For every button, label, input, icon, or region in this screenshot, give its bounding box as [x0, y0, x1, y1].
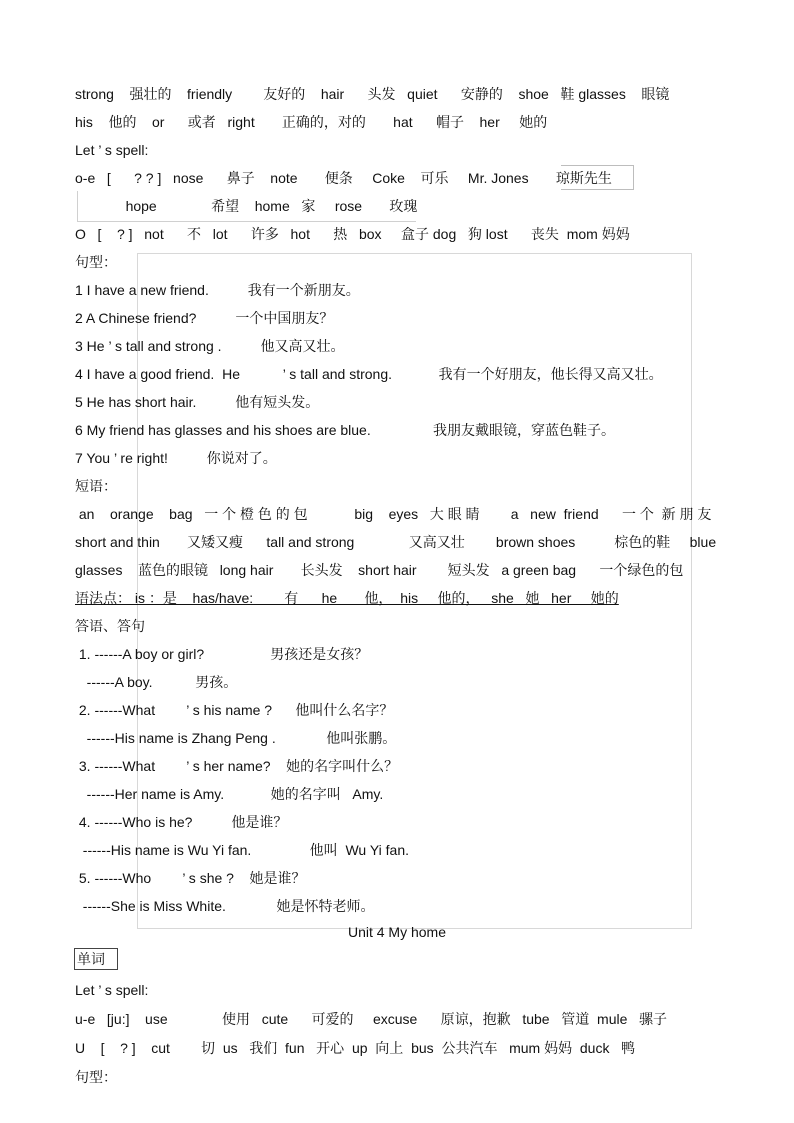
qa-2-question: 2. ------What ’ s his name ? 他叫什么名字？: [75, 702, 394, 718]
spell-oe-line-2: hope 希望 home 家 rose 玫瑰: [75, 198, 418, 214]
qa-4-question: 4. ------Who is he? 他是谁？: [75, 814, 288, 830]
qa-4-answer: ------His name is Wu Yi fan. 他叫 Wu Yi fan.: [75, 842, 410, 858]
qa-1-question: 1. ------A boy or girl? 男孩还是女孩？: [75, 646, 369, 662]
sentence-1: 1 I have a new friend. 我有一个新朋友。: [75, 282, 360, 298]
sentence-4: 4 I have a good friend. He ’ s tall and strong. 我有一个好朋友，他长得又高又壮。: [75, 366, 663, 382]
qa-2-answer: ------His name is Zhang Peng . 他叫张鹏。: [75, 730, 397, 746]
sentence-5: 5 He has short hair. 他有短头发。: [75, 394, 320, 410]
qa-3-question: 3. ------What ’ s her name? 她的名字叫什么？: [75, 758, 399, 774]
qa-5-answer: ------She is Miss White. 她是怀特老师。: [75, 898, 375, 914]
grammar-points: 语法点： is ：是 has/have: 有 he 他， his 他的， she 她 her 她的: [75, 590, 619, 606]
vocab-line-2: his 他的 or 或者 right 正确的，对的 hat 帽子 her 她的: [75, 114, 548, 130]
sentence-6: 6 My friend has glasses and his shoes are blue. 我朋友戴眼镜，穿蓝色鞋子。: [75, 422, 615, 438]
spell-oe-line: o-e [ ? ? ] nose 鼻子 note 便条 Coke 可乐 Mr. Jones 琼斯先生: [75, 170, 612, 186]
words-heading: 单词: [77, 951, 105, 967]
unit-title: Unit 4 My home: [347, 924, 447, 940]
sentence-2: 2 A Chinese friend? 一个中国朋友？: [75, 310, 334, 326]
phrases-line-3: glasses 蓝色的眼镜 long hair 长头发 short hair 短头发 a green bag 一个绿色的包: [75, 562, 684, 578]
sentence-3: 3 He ’ s tall and strong . 他又高又壮。: [75, 338, 345, 354]
sentence-7: 7 You ’ re right! 你说对了。: [75, 450, 277, 466]
answers-heading: 答语、答句: [75, 618, 145, 634]
qa-1-answer: ------A boy. 男孩。: [75, 674, 238, 690]
spell-heading: Let ’ s spell:: [75, 142, 149, 158]
phrases-heading: 短语：: [75, 478, 117, 494]
spell-o-line: O [ ? ] not 不 lot 许多 hot 热 box 盒子 dog 狗 lost 丧失 mom 妈妈: [75, 226, 630, 242]
qa-5-question: 5. ------Who ’ s she ? 她是谁？: [75, 870, 306, 886]
unit4-spell-heading: Let ’ s spell:: [75, 982, 149, 998]
vocab-line-1: strong 强壮的 friendly 友好的 hair 头发 quiet 安静的 shoe 鞋 glasses 眼镜: [75, 86, 670, 102]
unit4-sentences-heading: 句型：: [75, 1069, 117, 1085]
phrases-line-2: short and thin 又矮又瘦 tall and strong 又高又壮 brown shoes 棕色的鞋 blue: [75, 534, 717, 550]
spell-u-line: U [ ? ] cut 切 us 我们 fun 开心 up 向上 bus 公共汽车 mum 妈妈 duck 鸭: [75, 1040, 636, 1056]
qa-3-answer: ------Her name is Amy. 她的名字叫 Amy.: [75, 786, 384, 802]
phrases-line-1: an orange bag 一 个 橙 色 的 包 big eyes 大 眼 睛 a new friend 一 个 新 朋 友: [75, 506, 712, 522]
sentences-heading: 句型：: [75, 254, 117, 270]
spell-ue-line: u-e [ju:] use 使用 cute 可爱的 excuse 原谅，抱歉 tube 管道 mule 骡子: [75, 1011, 668, 1027]
